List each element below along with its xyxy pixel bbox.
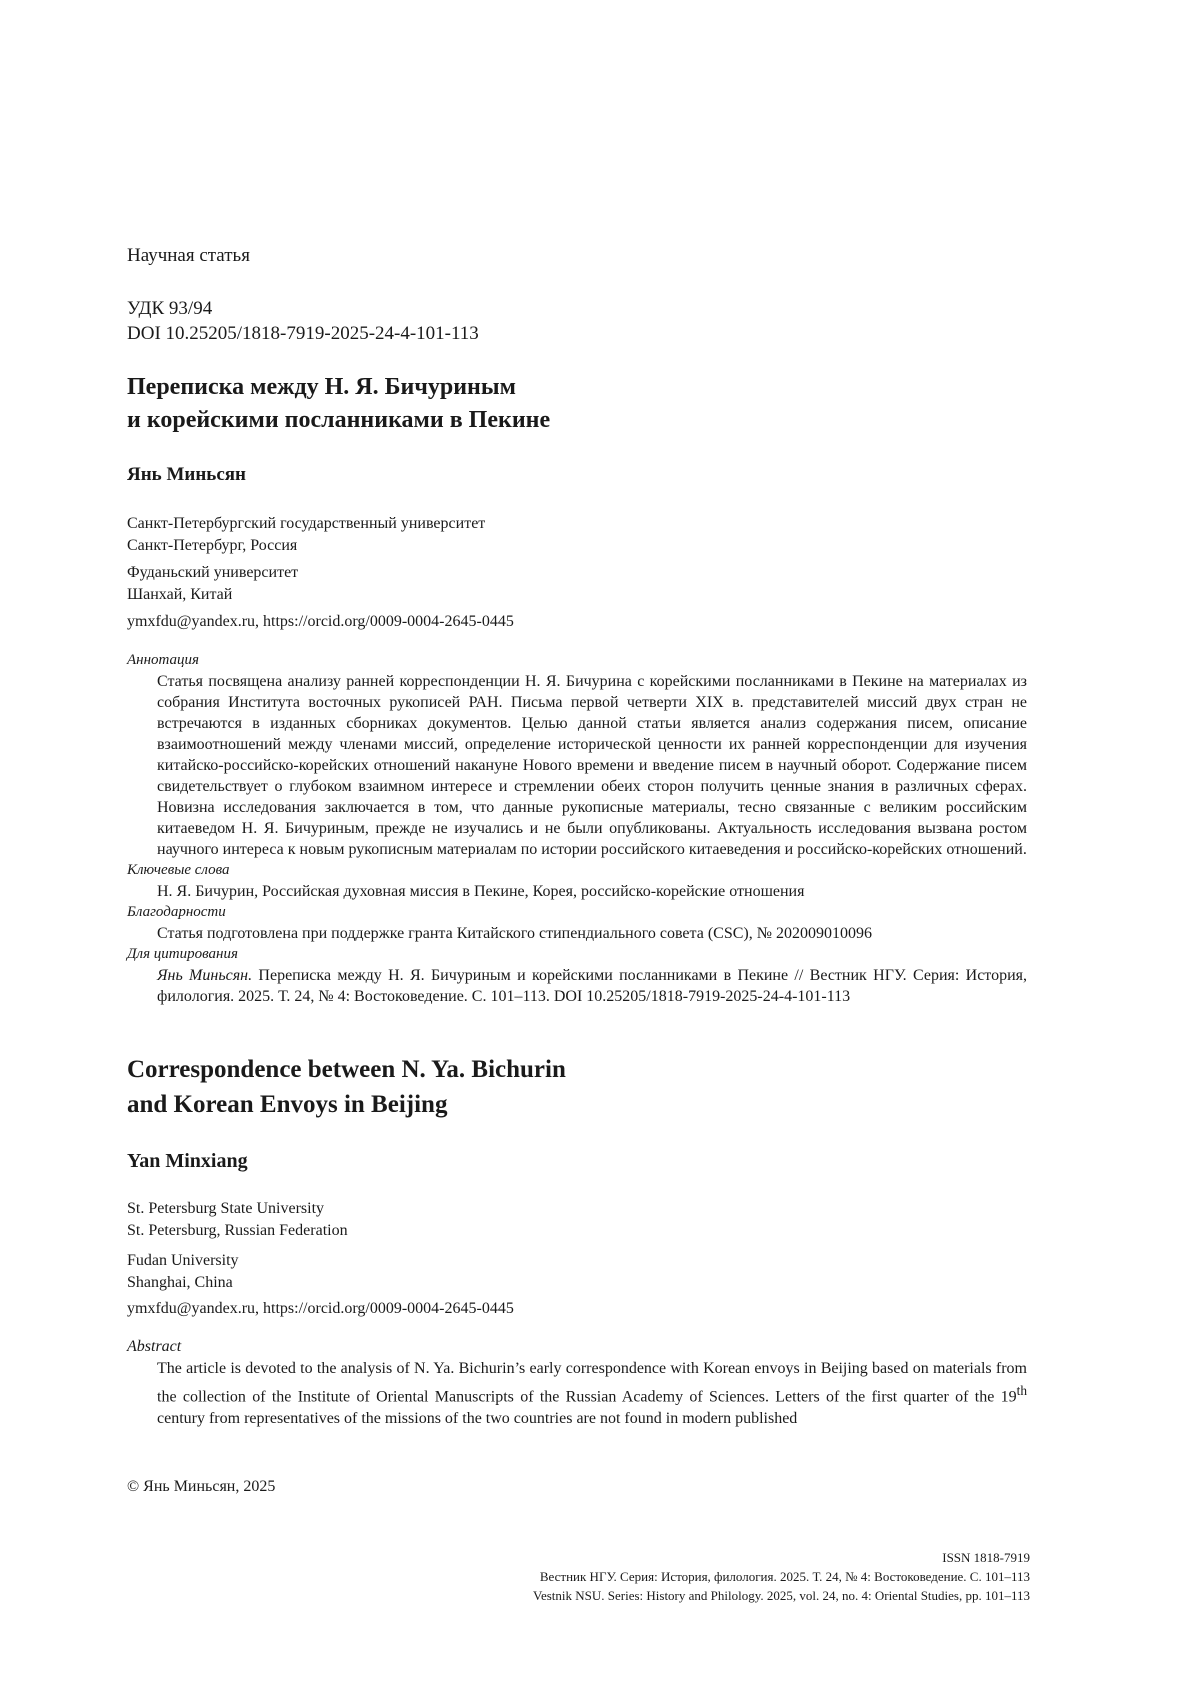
footer-ru-journal: Вестник НГУ. Серия: История, филология. 2025. Т. 24, № 4: Востоковедение. С. 101–113 <box>533 1567 1030 1586</box>
ru-affiliation-2 <box>127 562 298 606</box>
en-title-line-2: and Korean Envoys in Beijing <box>127 1087 566 1122</box>
ru-affiliation-1-name: Санкт-Петербургский государственный университет <box>127 513 485 535</box>
udk-doi-block <box>127 296 479 346</box>
citation-label: Для цитирования <box>127 944 1027 965</box>
ru-affiliation-2-name: Фуданьский университет <box>127 562 298 584</box>
citation-body: Переписка между Н. Я. Бичуриным и корейскими посланниками в Пекине // Вестник НГУ. Серия: История, филология. 2025. Т. 24, № 4: Востоковедение. С. 101–113. DOI 10.25205/1818-7919-2025-24-4-101-113 <box>157 967 1027 1005</box>
article-page <box>127 0 1027 1697</box>
en-affiliation-2-city: Shanghai, China <box>127 1272 239 1294</box>
ru-annotation-block <box>127 650 1027 1007</box>
ru-title-line-1: Переписка между Н. Я. Бичуриным <box>127 371 550 404</box>
citation-text <box>157 965 1027 1007</box>
citation-author: Янь Миньсян. <box>157 967 252 984</box>
abstract-label: Abstract <box>127 1336 1027 1358</box>
article-type: Научная статья <box>127 245 250 267</box>
copyright-notice: © Янь Миньсян, 2025 <box>127 1478 275 1496</box>
ru-author: Янь Миньсян <box>127 464 246 486</box>
en-affiliation-2-name: Fudan University <box>127 1250 239 1272</box>
en-title <box>127 1052 566 1122</box>
journal-footer <box>533 1548 1030 1605</box>
abstract-text-part-1: The article is devoted to the analysis of N. Ya. Bichurin’s early correspondence with Korean envoys in Beijing based on materials from the collection of the Institute of Oriental Manuscripts of the Russian Academy of Sciences. Letters of the first quarter of the 19 <box>157 1360 1027 1405</box>
ru-affiliation-2-city: Шанхай, Китай <box>127 584 298 606</box>
en-affiliation-1-city: St. Petersburg, Russian Federation <box>127 1220 348 1242</box>
abstract-text-part-2: century from representatives of the missions of the two countries are not found in modern published <box>157 1410 797 1427</box>
en-affiliation-1 <box>127 1198 348 1242</box>
doi: DOI 10.25205/1818-7919-2025-24-4-101-113 <box>127 321 479 346</box>
annotation-text: Статья посвящена анализу ранней корреспонденции Н. Я. Бичурина с корейскими посланниками в Пекине на материалах из собрания Института восточных рукописей РАН. Письма первой четверти XIX в. представителей миссий двух стран не встречаются в изданных сборниках документов. Целью данной статьи является анализ содержания писем, описание взаимоотношений между членами миссий, определение исторической ценности их ранней корреспонденции для изучения китайско-российско-корейских отношений накануне Нового времени и введение писем в научный оборот. Содержание писем свидетельствует о глубоком взаимном интересе и стремлении обеих сторон получить ценные знания в различных сферах. Новизна исследования заключается в том, что данные рукописные материалы, тесно связанные с великим российским китаеведом Н. Я. Бичуриным, прежде не изучались и не были опубликованы. Актуальность исследования вызвана ростом научного интереса к новым рукописным материалам по истории российского китаеведения и российско-корейских отношений. <box>157 671 1027 860</box>
acknowledgements-label: Благодарности <box>127 902 1027 923</box>
en-affiliation-2 <box>127 1250 239 1294</box>
issn: ISSN 1818-7919 <box>533 1548 1030 1567</box>
abstract-text <box>157 1358 1027 1430</box>
en-title-line-1: Correspondence between N. Ya. Bichurin <box>127 1052 566 1087</box>
udk-code: УДК 93/94 <box>127 296 479 321</box>
ru-affiliation-1 <box>127 513 485 557</box>
footer-en-journal: Vestnik NSU. Series: History and Philology. 2025, vol. 24, no. 4: Oriental Studies, pp. 101–113 <box>533 1586 1030 1605</box>
keywords-label: Ключевые слова <box>127 860 1027 881</box>
ru-affiliation-1-city: Санкт-Петербург, Россия <box>127 535 485 557</box>
en-abstract-block <box>127 1336 1027 1430</box>
keywords-text: Н. Я. Бичурин, Российская духовная миссия в Пекине, Корея, российско-корейские отношения <box>157 881 1027 902</box>
en-affiliation-1-name: St. Petersburg State University <box>127 1198 348 1220</box>
en-contact: ymxfdu@yandex.ru, https://orcid.org/0009-0004-2645-0445 <box>127 1300 514 1318</box>
ru-title-line-2: и корейскими посланниками в Пекине <box>127 404 550 437</box>
annotation-label: Аннотация <box>127 650 1027 671</box>
ru-contact: ymxfdu@yandex.ru, https://orcid.org/0009-0004-2645-0445 <box>127 613 514 631</box>
ru-title <box>127 371 550 437</box>
en-author: Yan Minxiang <box>127 1150 248 1173</box>
acknowledgements-text: Статья подготовлена при поддержке гранта Китайского стипендиального совета (CSC), № 202009010096 <box>157 923 1027 944</box>
abstract-ordinal-suffix: th <box>1017 1383 1027 1398</box>
